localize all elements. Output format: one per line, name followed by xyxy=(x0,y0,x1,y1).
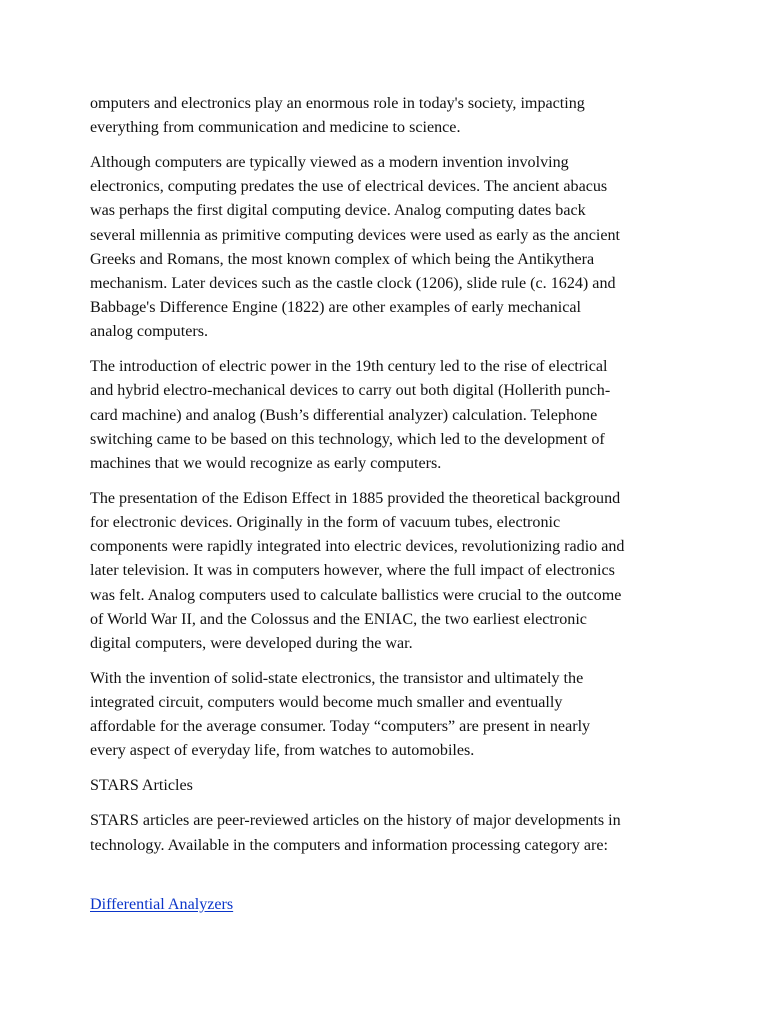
paragraph-edison-effect: The presentation of the Edison Effect in 1885 provided the theoretical background for electronic devices. Originally in the form of vacuum tubes, electronic components were rapidly integrated into electric devices, revolutionizing radio and later television. It was in computers however, where the full impact of electronics was felt. Analog computers used to calculate ballistics were crucial to the outcome of World War II, and the Colossus and the ENIAC, the two earliest electronic digital computers, were developed during the war. xyxy=(90,489,625,653)
section-heading: STARS Articles xyxy=(90,777,193,795)
differential-analyzers-link[interactable]: Differential Analyzers xyxy=(90,895,234,913)
section-paragraph: STARS articles are peer-reviewed articles on the history of major developments in technology. Available in the computers and information processing category are: xyxy=(90,812,621,854)
paragraph-intro: omputers and electronics play an enormous role in today's society, impacting everything from communication and medicine to science. xyxy=(90,95,585,137)
document-body xyxy=(90,92,690,927)
paragraph-solid-state: With the invention of solid-state electronics, the transistor and ultimately the integrated circuit, computers would become much smaller and eventually affordable for the average consumer. Today “computers” are present in nearly every aspect of everyday life, from watches to automobiles. xyxy=(90,669,591,760)
paragraph-history: Although computers are typically viewed as a modern invention involving electronics, computing predates the use of electrical devices. The ancient abacus was perhaps the first digital computing device. Analog computing dates back several millennia as primitive computing devices were used as early as the ancient Greeks and Romans, the most known complex of which being the Antikythera mechanism. Later devices such as the castle clock (1206), slide rule (c. 1624) and Babbage's Difference Engine (1822) are other examples of early mechanical analog computers. xyxy=(90,154,621,341)
paragraph-electric-power: The introduction of electric power in the 19th century led to the rise of electrical and hybrid electro-mechanical devices to carry out both digital (Hollerith punch- card machine) and analog (Bush’s differential analyzer) calculation. Telephone switching came to be based on this technology, which led to the development of machines that we would recognize as early computers. xyxy=(90,358,611,473)
link-container xyxy=(90,868,690,916)
